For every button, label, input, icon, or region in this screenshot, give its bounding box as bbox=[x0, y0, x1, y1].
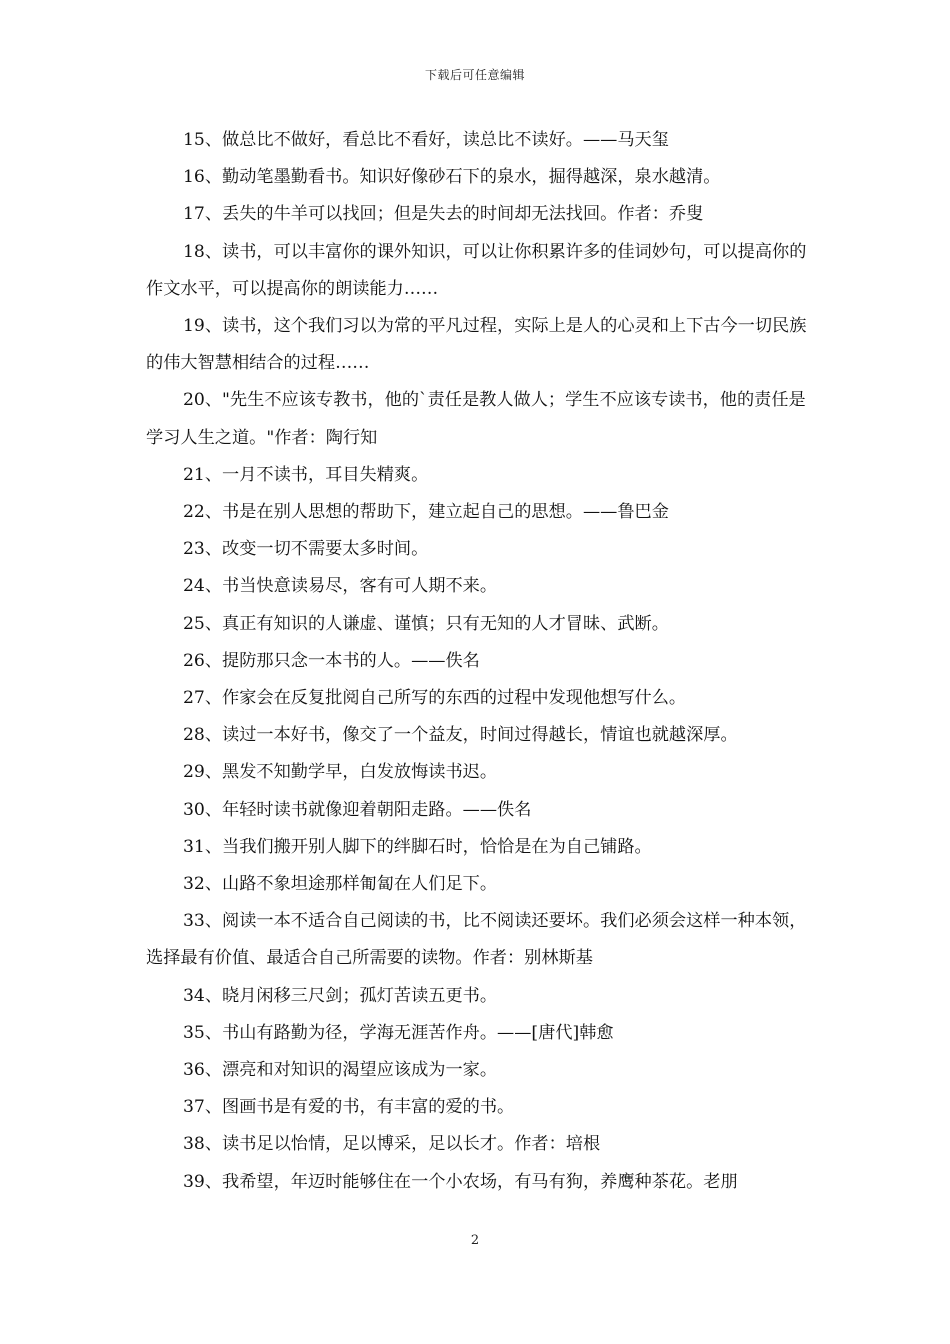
quote-paragraph: 35、书山有路勤为径，学海无涯苦作舟。——[唐代]韩愈 bbox=[183, 1022, 614, 1043]
quote-paragraph: 20、"先生不应该专教书，他的`责任是教人做人；学生不应该专读书，他的责任是学习人生之道。"作者：陶行知 bbox=[146, 390, 806, 448]
quote-paragraph: 31、当我们搬开别人脚下的绊脚石时，恰恰是在为自己铺路。 bbox=[183, 836, 652, 857]
quote-paragraph: 38、读书足以怡情，足以博采，足以长才。作者：培根 bbox=[183, 1134, 601, 1155]
quote-paragraph: 25、真正有知识的人谦虚、谨慎；只有无知的人才冒昧、武断。 bbox=[183, 613, 669, 634]
quote-paragraph: 39、我希望，年迈时能够住在一个小农场，有马有狗，养鹰种茶花。老朋 bbox=[183, 1171, 738, 1192]
page-number: 2 bbox=[470, 1233, 480, 1248]
quote-paragraph: 24、书当快意读易尽，客有可人期不来。 bbox=[183, 576, 498, 597]
quote-paragraph: 28、读过一本好书，像交了一个益友，时间过得越长，情谊也就越深厚。 bbox=[183, 725, 738, 746]
quote-paragraph: 32、山路不象坦途那样匍匐在人们足下。 bbox=[183, 874, 498, 895]
quote-paragraph: 26、提防那只念一本书的人。——佚名 bbox=[183, 650, 480, 671]
quote-paragraph: 18、读书，可以丰富你的课外知识，可以让你积累许多的佳词妙句，可以提高你的作文水平，可以提高你的朗读能力…… bbox=[146, 241, 807, 299]
quote-paragraph: 15、做总比不做好，看总比不看好，读总比不读好。——马天玺 bbox=[183, 130, 669, 150]
page-header: 下载后可任意编辑 bbox=[424, 68, 525, 82]
quote-paragraph: 33、阅读一本不适合自己阅读的书，比不阅读还要坏。我们必须会这样一种本领，选择最有价值、最适合自己所需要的读物。作者：别林斯基 bbox=[146, 911, 807, 969]
quote-paragraph: 37、图画书是有爱的书，有丰富的爱的书。 bbox=[183, 1097, 515, 1118]
quote-paragraph: 16、勤动笔墨勤看书。知识好像砂石下的泉水，掘得越深，泉水越清。 bbox=[183, 167, 721, 188]
quote-paragraph: 21、一月不读书，耳目失精爽。 bbox=[183, 464, 429, 485]
quote-paragraph: 23、改变一切不需要太多时间。 bbox=[183, 539, 429, 560]
quote-paragraph: 30、年轻时读书就像迎着朝阳走路。——佚名 bbox=[183, 799, 532, 820]
quote-paragraph: 22、书是在别人思想的帮助下，建立起自己的思想。——鲁巴金 bbox=[183, 502, 669, 523]
quote-paragraph: 29、黑发不知勤学早，白发放悔读书迟。 bbox=[183, 762, 498, 783]
quote-paragraph: 27、作家会在反复批阅自己所写的东西的过程中发现他想写什么。 bbox=[183, 688, 687, 709]
quote-paragraph: 34、晓月闲移三尺剑；孤灯苦读五更书。 bbox=[183, 985, 498, 1006]
quote-paragraph: 36、漂亮和对知识的渴望应该成为一家。 bbox=[183, 1060, 498, 1081]
quote-paragraph: 17、丢失的牛羊可以找回；但是失去的时间却无法找回。作者：乔叟 bbox=[183, 204, 704, 225]
quote-paragraph: 19、读书，这个我们习以为常的平凡过程，实际上是人的心灵和上下古今一切民族的伟大智慧相结合的过程…… bbox=[146, 316, 807, 374]
document-body bbox=[146, 122, 810, 1201]
